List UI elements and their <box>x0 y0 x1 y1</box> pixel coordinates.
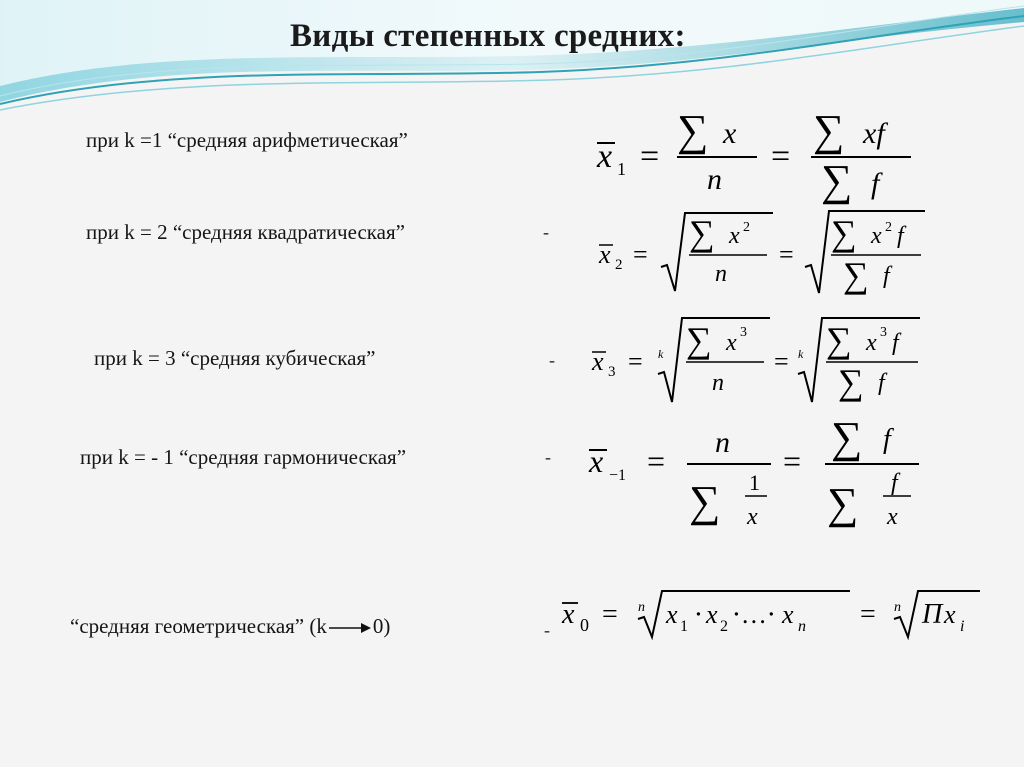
svg-text:⋅: ⋅ <box>694 600 703 629</box>
row-label-arithmetic: при k =1 “средняя арифметическая” <box>86 128 408 152</box>
svg-text:=: = <box>774 347 789 376</box>
svg-text:n: n <box>894 600 901 615</box>
svg-text:f: f <box>878 370 885 396</box>
svg-text:∑: ∑ <box>677 106 709 155</box>
row-dash-harmonic: - <box>545 447 551 467</box>
svg-text:2: 2 <box>615 257 623 273</box>
svg-text:x: x <box>866 330 877 356</box>
svg-text:∑: ∑ <box>838 362 864 402</box>
svg-text:3: 3 <box>880 325 887 340</box>
svg-text:n: n <box>798 618 806 635</box>
right-arrow-icon <box>329 622 371 634</box>
svg-text:x: x <box>597 138 613 175</box>
svg-text:xf: xf <box>863 117 885 150</box>
svg-text:∑: ∑ <box>831 213 857 253</box>
svg-text:x: x <box>726 330 737 356</box>
formula-geometric <box>560 585 990 645</box>
svg-text:3: 3 <box>608 364 616 380</box>
svg-text:∑: ∑ <box>843 255 869 295</box>
svg-text:f: f <box>871 167 880 200</box>
svg-text:n: n <box>715 426 730 459</box>
svg-text:f: f <box>892 330 899 356</box>
svg-text:Π: Π <box>922 599 943 630</box>
svg-text:k: k <box>658 347 664 361</box>
svg-text:∑: ∑ <box>827 479 859 528</box>
svg-text:n: n <box>715 261 727 287</box>
svg-text:x: x <box>887 504 898 530</box>
svg-text:f: f <box>897 223 904 249</box>
svg-text:2: 2 <box>743 220 750 235</box>
row-label-geometric <box>70 614 390 639</box>
svg-text:=: = <box>640 138 660 175</box>
svg-text:x: x <box>782 600 794 629</box>
svg-text:n: n <box>638 600 645 615</box>
svg-text:x: x <box>592 347 604 376</box>
svg-text:=: = <box>771 138 791 175</box>
svg-text:n: n <box>712 370 724 396</box>
svg-text:x: x <box>666 600 678 629</box>
svg-text:f: f <box>883 424 891 455</box>
svg-text:x: x <box>944 600 956 629</box>
geometric-label-text: “средняя геометрическая” (k <box>70 614 327 638</box>
svg-text:k: k <box>798 347 804 361</box>
formula-cubic <box>588 312 928 407</box>
svg-text:0: 0 <box>580 615 589 635</box>
formula-quadratic <box>595 205 935 300</box>
svg-text:3: 3 <box>740 325 747 340</box>
svg-text:∑: ∑ <box>686 320 712 360</box>
svg-text:=: = <box>602 599 618 630</box>
row-dash-cubic: - <box>549 350 555 370</box>
svg-text:−1: −1 <box>609 467 627 484</box>
svg-text:x: x <box>599 240 611 269</box>
formula-harmonic <box>585 413 925 538</box>
svg-text:∑: ∑ <box>826 320 852 360</box>
svg-text:x: x <box>723 117 737 150</box>
svg-text:1: 1 <box>749 470 760 495</box>
row-label-cubic: при k = 3 “средняя кубическая” <box>94 346 376 370</box>
svg-text:1: 1 <box>680 618 688 635</box>
svg-text:∑: ∑ <box>813 106 845 155</box>
svg-text:∑: ∑ <box>821 156 853 205</box>
row-dash-quadratic: - <box>543 222 549 242</box>
svg-text:x: x <box>706 600 718 629</box>
row-label-harmonic: при k = - 1 “средняя гармоническая” <box>80 445 407 469</box>
svg-text:⋅…⋅: ⋅…⋅ <box>732 600 776 629</box>
svg-text:i: i <box>960 618 965 635</box>
svg-text:x: x <box>562 599 575 630</box>
svg-text:x: x <box>871 223 882 249</box>
svg-text:∑: ∑ <box>689 213 715 253</box>
svg-text:n: n <box>707 163 722 196</box>
svg-text:=: = <box>783 443 802 479</box>
svg-text:x: x <box>589 443 604 479</box>
svg-text:f: f <box>891 470 898 496</box>
svg-text:x: x <box>729 223 740 249</box>
svg-text:∑: ∑ <box>831 413 863 462</box>
svg-text:f: f <box>883 263 890 289</box>
svg-text:=: = <box>779 240 794 269</box>
svg-text:2: 2 <box>720 618 728 635</box>
row-label-quadratic: при k = 2 “средняя квадратическая” <box>86 220 405 244</box>
formula-arithmetic <box>585 105 925 205</box>
row-dash-geometric: - <box>544 620 550 640</box>
svg-text:=: = <box>628 347 643 376</box>
svg-text:=: = <box>647 443 666 479</box>
svg-text:2: 2 <box>885 220 892 235</box>
slide-title: Виды степенных средних: <box>290 18 686 54</box>
svg-text:1: 1 <box>617 159 626 179</box>
svg-text:=: = <box>860 599 876 630</box>
svg-text:=: = <box>633 240 648 269</box>
geometric-label-limit: 0) <box>372 614 391 638</box>
svg-text:∑: ∑ <box>689 477 721 526</box>
svg-text:x: x <box>747 504 758 530</box>
